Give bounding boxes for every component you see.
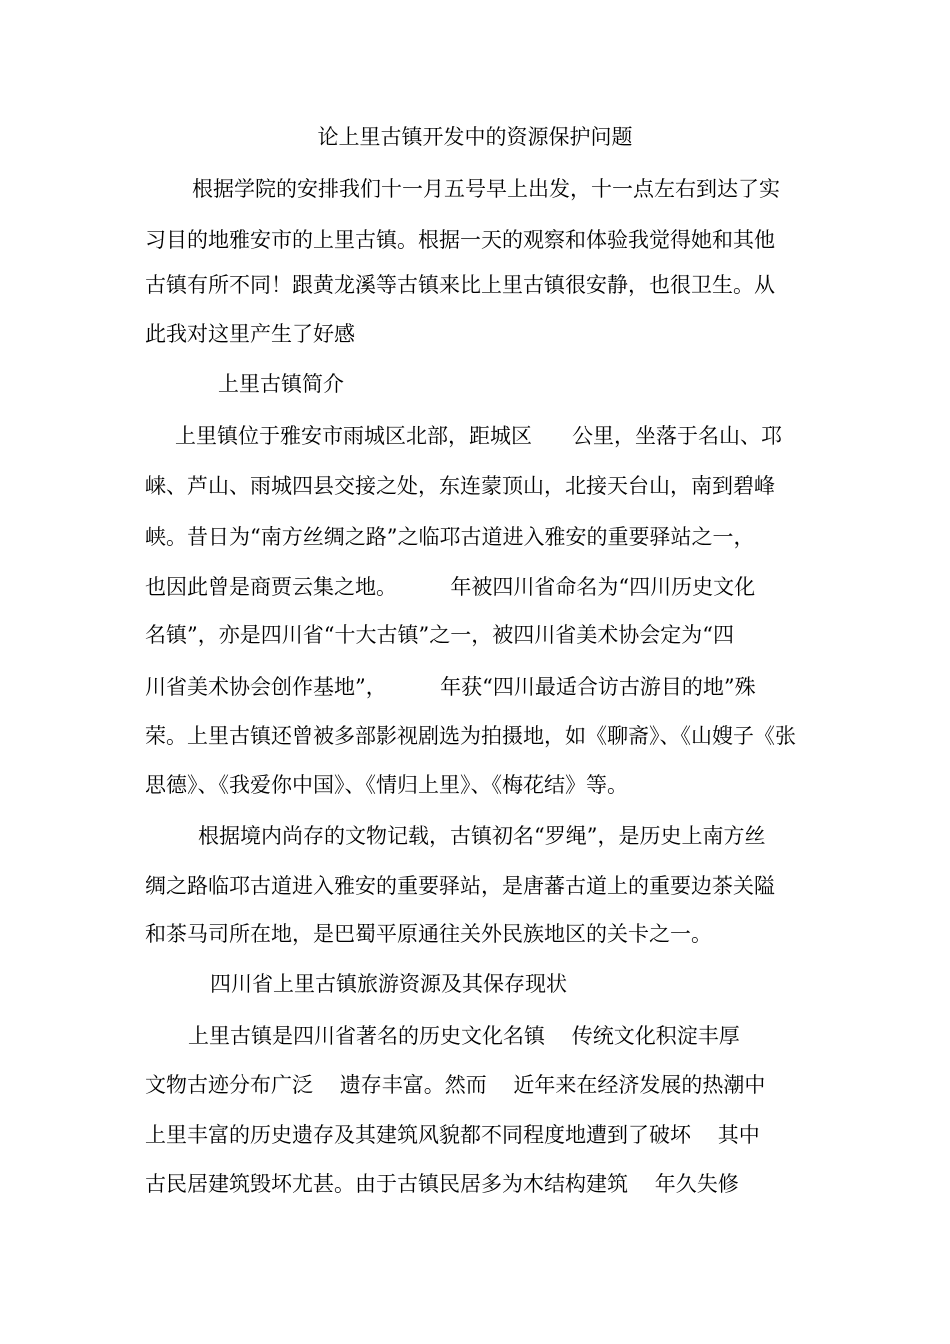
paragraph-line: 和茶马司所在地，是巴蜀平原通往关外民族地区的关卡之一。 (145, 922, 712, 946)
paragraph-line: 根据学院的安排我们十一月五号早上出发，十一点左右到达了实 (192, 177, 780, 201)
paragraph-line: 上里镇位于雅安市雨城区北部，距城区 公里，坐落于名山、邛 (175, 424, 783, 448)
paragraph-line: 古民居建筑毁坏尤甚。由于古镇民居多为木结构建筑 年久失修 (145, 1172, 739, 1196)
section-heading: 四川省上里古镇旅游资源及其保存现状 (210, 972, 567, 996)
document-title: 论上里古镇开发中的资源保护问题 (317, 125, 633, 149)
paragraph-line: 名镇”，亦是四川省“十大古镇”之一，被四川省美术协会定为“四 (145, 623, 734, 647)
paragraph-line: 峡。昔日为“南方丝绸之路”之临邛古道进入雅安的重要驿站之一， (145, 525, 755, 549)
paragraph-line: 此我对这里产生了好感 (145, 322, 355, 346)
paragraph-line: 川省美术协会创作基地”， 年获“四川最适合访古游目的地”殊 (145, 675, 756, 699)
paragraph-line: 崃、芦山、雨城四县交接之处，东连蒙顶山，北接天台山，南到碧峰 (145, 474, 775, 498)
paragraph-line: 荣。上里古镇还曾被多部影视剧选为拍摄地，如《聊斋》、《山嫂子《张 (145, 724, 796, 748)
paragraph-line: 文物古迹分布广泛 遗存丰富。然而 近年来在经济发展的热潮中 (145, 1073, 766, 1097)
paragraph-line: 习目的地雅安市的上里古镇。根据一天的观察和体验我觉得她和其他 (145, 228, 775, 252)
paragraph-line: 上里古镇是四川省著名的历史文化名镇 传统文化积淀丰厚 (188, 1024, 740, 1048)
paragraph-line: 上里丰富的历史遗存及其建筑风貌都不同程度地遭到了破坏 其中 (145, 1123, 760, 1147)
paragraph-line: 也因此曾是商贾云集之地。 年被四川省命名为“四川历史文化 (145, 575, 756, 599)
paragraph-line: 古镇有所不同！跟黄龙溪等古镇来比上里古镇很安静，也很卫生。从 (145, 273, 775, 297)
paragraph-line: 思德》、《我爱你中国》、《情归上里》、《梅花结》等。 (145, 773, 628, 797)
paragraph-line: 根据境内尚存的文物记载，古镇初名“罗绳”，是历史上南方丝 (198, 824, 766, 848)
paragraph-line: 绸之路临邛古道进入雅安的重要驿站，是唐蕃古道上的重要边茶关隘 (145, 874, 775, 898)
section-heading: 上里古镇简介 (218, 372, 344, 396)
